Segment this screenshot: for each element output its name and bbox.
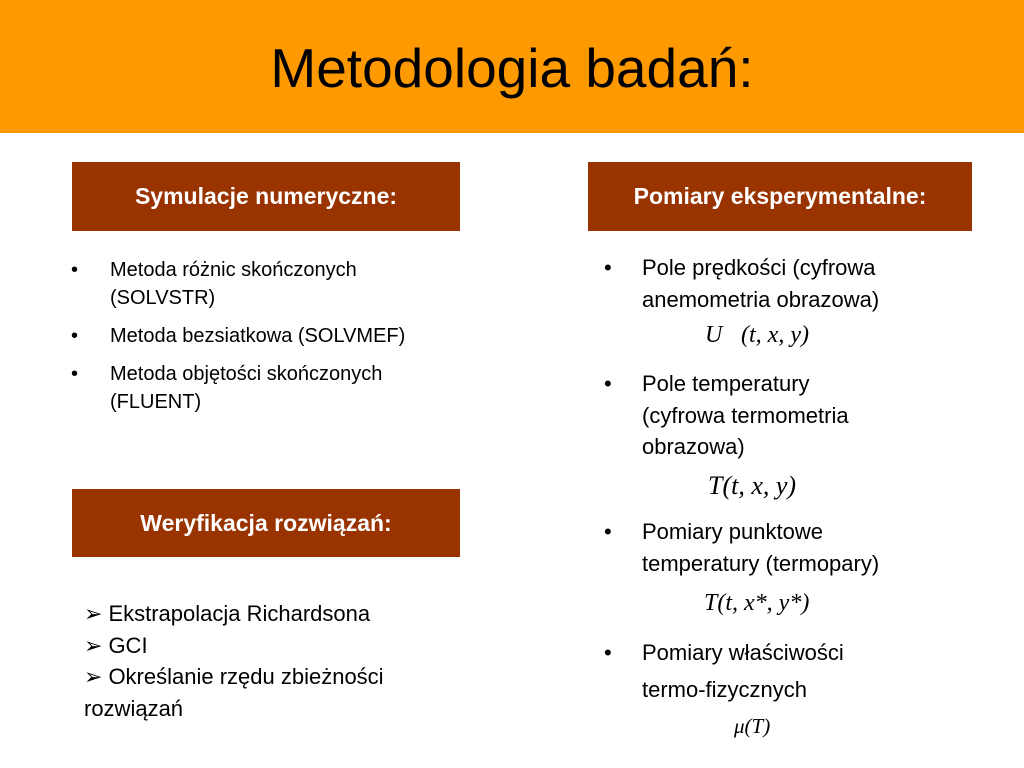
bullet-dot-icon: • bbox=[604, 255, 612, 280]
list-item-temperature-field bbox=[604, 368, 982, 463]
simulation-methods-list bbox=[71, 256, 520, 426]
item-line: Pomiary punktowe bbox=[642, 519, 823, 544]
list-item bbox=[84, 598, 524, 630]
bullet-dot-icon: • bbox=[604, 640, 612, 665]
verification-list bbox=[84, 598, 524, 724]
bullet-dot-icon: • bbox=[71, 325, 79, 347]
list-item-thermophysical-properties bbox=[604, 634, 982, 708]
item-line: (FLUENT) bbox=[110, 391, 202, 413]
list-item bbox=[84, 661, 524, 724]
item-line: Metoda różnic skończonych bbox=[110, 259, 357, 281]
item-line: rozwiązań bbox=[84, 695, 184, 721]
item-line: (cyfrowa termometria bbox=[642, 402, 849, 428]
item-line: (SOLVSTR) bbox=[110, 287, 216, 309]
item-line: anemometria obrazowa) bbox=[642, 286, 880, 312]
slide-title: Metodologia badań: bbox=[270, 37, 754, 99]
list-item bbox=[71, 360, 520, 416]
bullet-dot-icon: • bbox=[604, 371, 612, 396]
header-label: Pomiary eksperymentalne: bbox=[633, 183, 927, 209]
formula-viscosity: μ(T) bbox=[734, 714, 771, 738]
item-line: Ekstrapolacja Richardsona bbox=[108, 601, 371, 626]
bullet-dot-icon: • bbox=[604, 519, 612, 544]
formula-velocity: U⃗(t, x, y) bbox=[705, 322, 809, 348]
bullet-dot-icon: • bbox=[71, 363, 79, 385]
arrowhead-icon: ➢ bbox=[84, 632, 103, 658]
header-numerical-simulations bbox=[72, 162, 460, 231]
list-item bbox=[71, 322, 520, 350]
item-line: Metoda objętości skończonych bbox=[110, 363, 383, 385]
bullet-dot-icon: • bbox=[71, 259, 79, 281]
item-line: Pole temperatury bbox=[642, 371, 810, 396]
list-item bbox=[84, 630, 524, 662]
list-item-velocity-field bbox=[604, 252, 982, 315]
formula-point-temperature: T(t, x*, y*) bbox=[704, 590, 810, 616]
item-line: GCI bbox=[108, 632, 148, 658]
item-line: Metoda bezsiatkowa (SOLVMEF) bbox=[110, 325, 406, 347]
arrowhead-icon: ➢ bbox=[84, 601, 103, 626]
list-item bbox=[71, 256, 520, 312]
item-line: Pomiary właściwości bbox=[642, 640, 844, 665]
arrowhead-icon: ➢ bbox=[84, 664, 103, 689]
item-line: termo-fizycznych bbox=[642, 677, 808, 702]
item-line: obrazowa) bbox=[642, 434, 745, 459]
item-line: Określanie rzędu zbieżności bbox=[108, 664, 384, 689]
item-line: temperatury (termopary) bbox=[642, 550, 880, 576]
header-label: Weryfikacja rozwiązań: bbox=[140, 509, 392, 536]
list-item-point-measurements bbox=[604, 516, 982, 579]
formula-temperature: T(t, x, y) bbox=[708, 471, 797, 500]
header-solution-verification bbox=[72, 489, 460, 557]
header-label: Symulacje numeryczne: bbox=[134, 183, 398, 209]
item-line: Pole prędkości (cyfrowa bbox=[642, 255, 876, 280]
header-experimental-measurements bbox=[588, 162, 972, 231]
